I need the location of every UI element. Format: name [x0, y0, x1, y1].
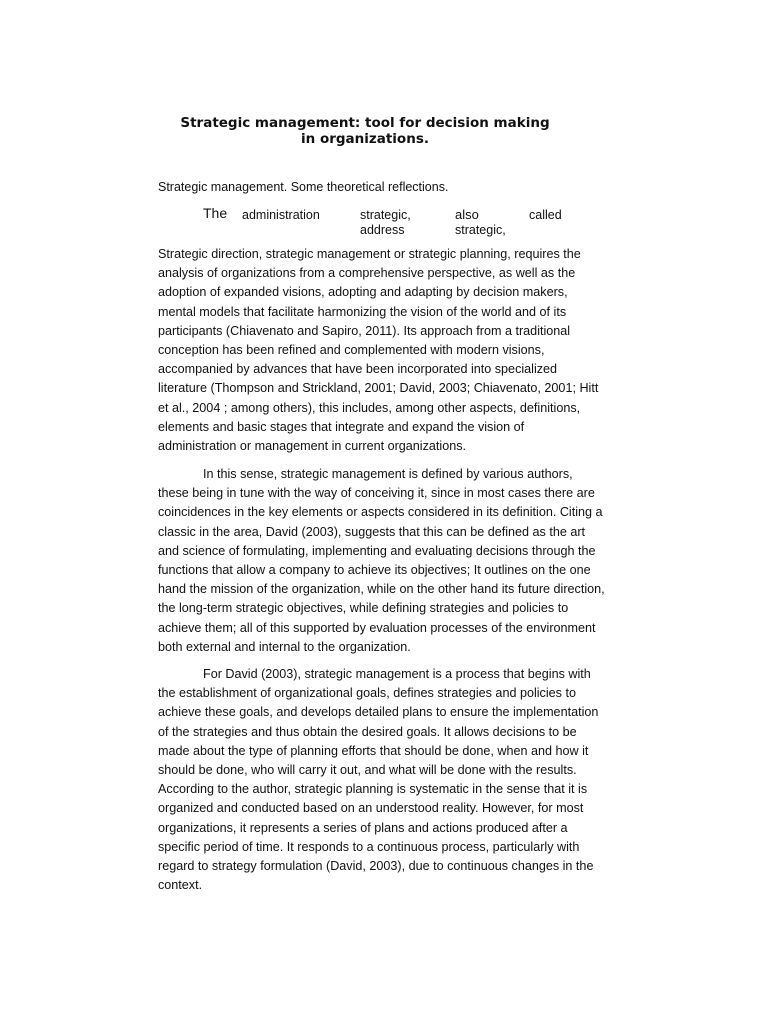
paragraph-line: functions that allow a company to achieve its objectives; It outlines on the one: [158, 563, 591, 578]
scatter-word-strategic-2: strategic,: [455, 223, 506, 237]
paragraph-line: hand the mission of the organization, while on the other hand its future direction,: [158, 582, 605, 597]
paragraph-line: analysis of organizations from a comprehensive perspective, as well as the: [158, 266, 576, 281]
paragraph-line: regard to strategy formulation (David, 2003), due to continuous changes in the: [158, 859, 594, 874]
scatter-word-strategic-1: strategic,: [360, 208, 411, 222]
paragraph-line: et al., 2004 ; among others), this includes, among other aspects, definitions,: [158, 400, 581, 415]
paragraph-line: conception has been refined and complemented with modern visions,: [158, 343, 545, 358]
paragraph-line: mental models that facilitate harmonizing the vision of the world and of its: [158, 304, 567, 319]
paragraph-3: [158, 665, 673, 895]
paragraph-line: context.: [158, 878, 203, 893]
paragraph-line: made about the type of planning efforts that should be done, when and how it: [158, 743, 589, 758]
paragraph-line: the establishment of organizational goals, defines strategies and policies to: [158, 686, 576, 701]
scatter-word-also: also: [455, 207, 479, 222]
paragraph-line: Strategic direction, strategic management or strategic planning, requires the: [158, 247, 581, 261]
scatter-word-administration: administration: [242, 208, 320, 222]
paragraph-line: In this sense, strategic management is defined by various authors,: [203, 467, 573, 481]
paragraph-line: both external and internal to the organization.: [158, 639, 411, 654]
paragraph-line: elements and basic stages that integrate and expand the vision of: [158, 419, 525, 434]
scatter-word-address: address: [360, 223, 405, 237]
paragraph-line: achieve these goals, and develops detailed plans to ensure the implementation: [158, 705, 599, 720]
paragraph-line: and science of formulating, implementing and evaluating decisions through the: [158, 543, 596, 558]
paragraph-line: literature (Thompson and Strickland, 2001; David, 2003; Chiavenato, 2001; Hitt: [158, 381, 599, 396]
paragraph-line: For David (2003), strategic management is a process that begins with: [203, 667, 591, 681]
paragraph-line: adoption of expanded visions, adopting and adapting by decision makers,: [158, 285, 568, 300]
paragraph-2: [158, 465, 673, 657]
paragraph-line: specific period of time. It responds to a continuous process, particularly with: [158, 839, 580, 854]
paragraph-line: should be done, who will carry it out, and what will be done with the results.: [158, 763, 577, 778]
section-subtitle: Strategic management. Some theoretical reflections.: [158, 180, 449, 194]
title-line-2: in organizations.: [301, 131, 429, 147]
paragraph-line: participants (Chiavenato and Sapiro, 2011). Its approach from a traditional: [158, 323, 571, 338]
paragraph-line: organized and conducted based on an understood reality. However, for most: [158, 801, 584, 816]
paragraph-line: classic in the area, David (2003), suggests that this can be defined as the art: [158, 524, 586, 539]
paragraph-line: accompanied by advances that have been incorporated into specialized: [158, 362, 558, 377]
scatter-word-called: called: [529, 208, 562, 222]
paragraph-line: of the strategies and thus obtain the desired goals. It allows decisions to be: [158, 724, 577, 739]
paragraph-line: achieve them; all of this supported by evaluation processes of the environment: [158, 620, 596, 635]
scatter-word-the: The: [203, 205, 228, 221]
paragraph-line: According to the author, strategic planning is systematic in the sense that it is: [158, 782, 588, 797]
paragraph-line: coincidences in the key elements or aspects considered in its definition. Citing a: [158, 505, 603, 520]
paragraph-line: these being in tune with the way of conceiving it, since in most cases there are: [158, 486, 595, 501]
paragraph-line: organizations, it represents a series of plans and actions produced after a: [158, 820, 568, 835]
paragraph-line: the long-term strategic objectives, while defining strategies and policies to: [158, 601, 569, 616]
title-line-1: Strategic management: tool for decision making: [180, 115, 550, 131]
paragraph-1: [158, 245, 673, 456]
document-title: [160, 115, 570, 147]
paragraph-line: administration or management in current organizations.: [158, 439, 467, 454]
